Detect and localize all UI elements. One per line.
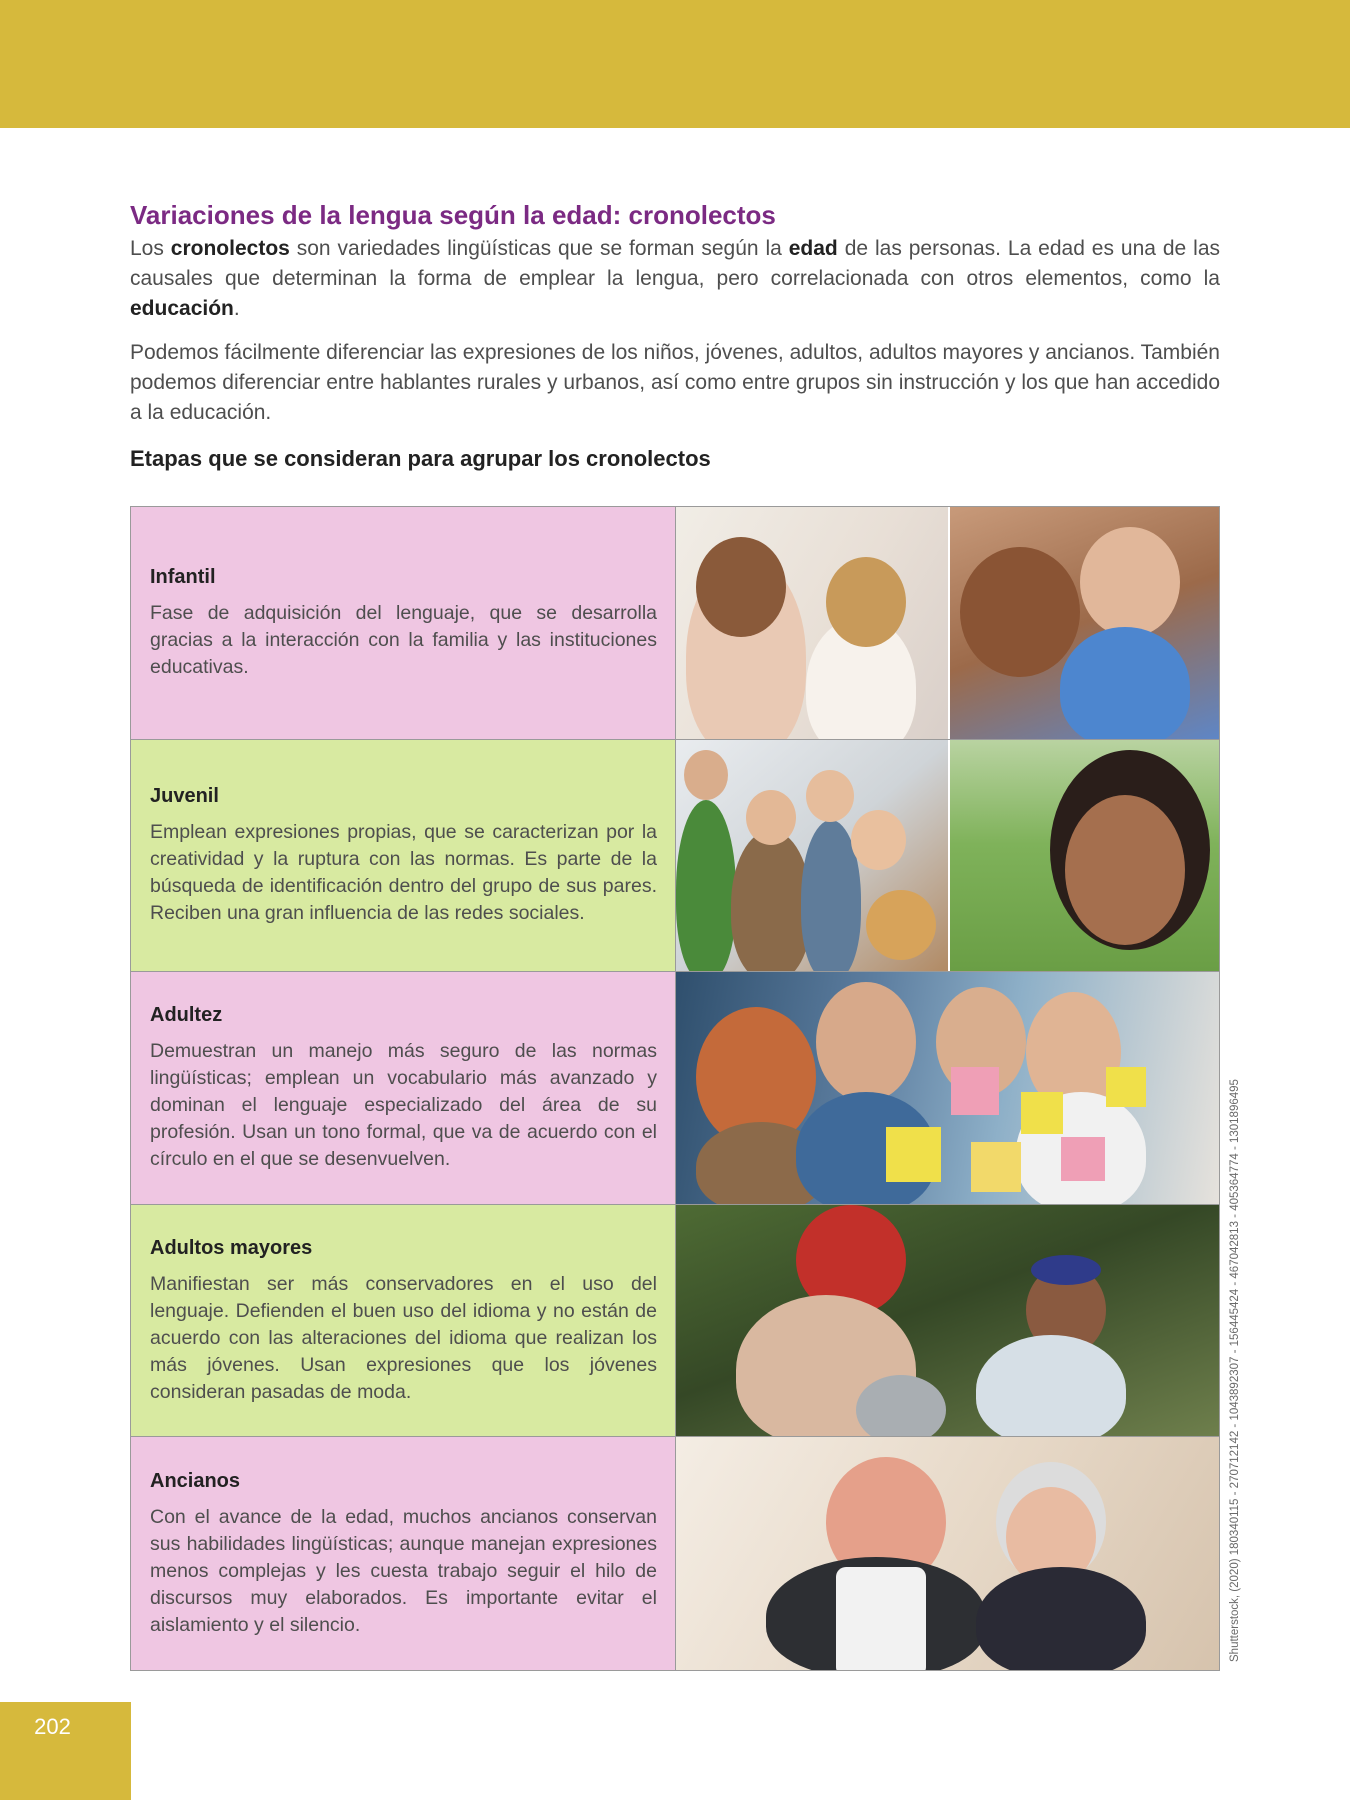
stage-name: Adultos mayores [150, 1237, 313, 1260]
photo-smiling-girl [948, 740, 1220, 972]
page-number-tab [0, 1702, 131, 1800]
main-content [130, 198, 1220, 474]
stage-row-adultez [131, 972, 1219, 1205]
stage-photos [676, 1437, 1219, 1670]
stage-text-cell [131, 1437, 676, 1670]
stages-subtitle: Etapas que se consideran para agrupar los cronolectos [130, 446, 711, 471]
stages-table [130, 506, 1220, 1671]
intro-paragraph-1 [130, 234, 1220, 324]
stage-photos [676, 972, 1219, 1204]
stage-text-cell [131, 507, 676, 739]
intro-text: son variedades lingüísticas que se forman según la [289, 237, 789, 260]
top-color-band [0, 0, 1350, 128]
page-number: 202 [34, 1714, 71, 1739]
intro-text: de las personas. La edad es una de las causales que determinan la forma de emplear la lengua, pero correlacionada con otros elementos, como la [130, 237, 1220, 290]
term-cronolectos: cronolectos [170, 237, 290, 260]
stage-name: Infantil [150, 566, 216, 589]
stage-row-adultos-mayores [131, 1205, 1219, 1438]
intro-text: Los [130, 237, 171, 260]
stage-description: Fase de adquisición del lenguaje, que se desarrolla gracias a la interacción con la familia y las instituciones educativas. [150, 602, 657, 679]
stage-photos [676, 740, 1219, 972]
stage-row-infantil [131, 507, 1219, 740]
stage-text-cell [131, 740, 676, 972]
stage-name: Adultez [150, 1004, 223, 1027]
stage-description: Manifiestan ser más conservadores en el uso del lenguaje. Defienden el buen uso del idioma y no están de acuerdo con las alteraciones del idioma que realizan los más jóvenes. Usan expresiones que los jóvenes consideran pasadas de moda. [150, 1273, 657, 1404]
stage-photos [676, 1205, 1219, 1437]
stage-row-juvenil [131, 740, 1219, 973]
stage-description: Emplean expresiones propias, que se caracterizan por la creatividad y la ruptura con las normas. Es parte de la búsqueda de identificación dentro del grupo de sus pares. Reciben una gran influencia de las redes sociales. [150, 821, 657, 925]
photo-grandmother-and-child [948, 507, 1220, 739]
intro-text: . [233, 297, 240, 320]
stage-description: Con el avance de la edad, muchos ancianos conservan sus habilidades lingüísticas; aunque manejan expresiones menos complejas y les cuesta trabajo seguir el hilo de discursos muy elaborados. Es importante evitar el aislamiento y el silencio. [150, 1506, 657, 1637]
stage-text-cell [131, 972, 676, 1204]
term-educacion: educación [130, 297, 234, 320]
photo-adults-working-with-sticky-notes [676, 972, 1219, 1204]
photo-credit: Shutterstock, (2020) 180340115 - 270712142 - 1043892307 - 156445424 - 467042813 - 405364774 - 1301896495 [1229, 1079, 1241, 1662]
stage-row-ancianos [131, 1437, 1219, 1670]
photo-elderly-couple-laughing [676, 1437, 1219, 1670]
intro-paragraph-2: Podemos fácilmente diferenciar las expresiones de los niños, jóvenes, adultos, adultos mayores y ancianos. También podemos diferenciar entre hablantes rurales y urbanos, así como entre grupos sin instrucción y los que han accedido a la educación. [130, 341, 1220, 424]
stage-name: Juvenil [150, 785, 219, 808]
photo-older-adults-outdoors [676, 1205, 1219, 1437]
section-title: Variaciones de la lengua según la edad: cronolectos [130, 200, 776, 230]
stage-name: Ancianos [150, 1470, 241, 1493]
photo-group-of-teenagers [676, 740, 948, 972]
stage-text-cell [131, 1205, 676, 1437]
term-edad: edad [788, 237, 838, 260]
stage-description: Demuestran un manejo más seguro de las normas lingüísticas; emplean un vocabulario más avanzado y dominan el lenguaje especializado del área de su profesión. Usan un tono formal, que va de acuerdo con el círculo en el que se desenvuelven. [150, 1040, 657, 1171]
photo-mother-and-daughter [676, 507, 948, 739]
stage-photos [676, 507, 1219, 739]
